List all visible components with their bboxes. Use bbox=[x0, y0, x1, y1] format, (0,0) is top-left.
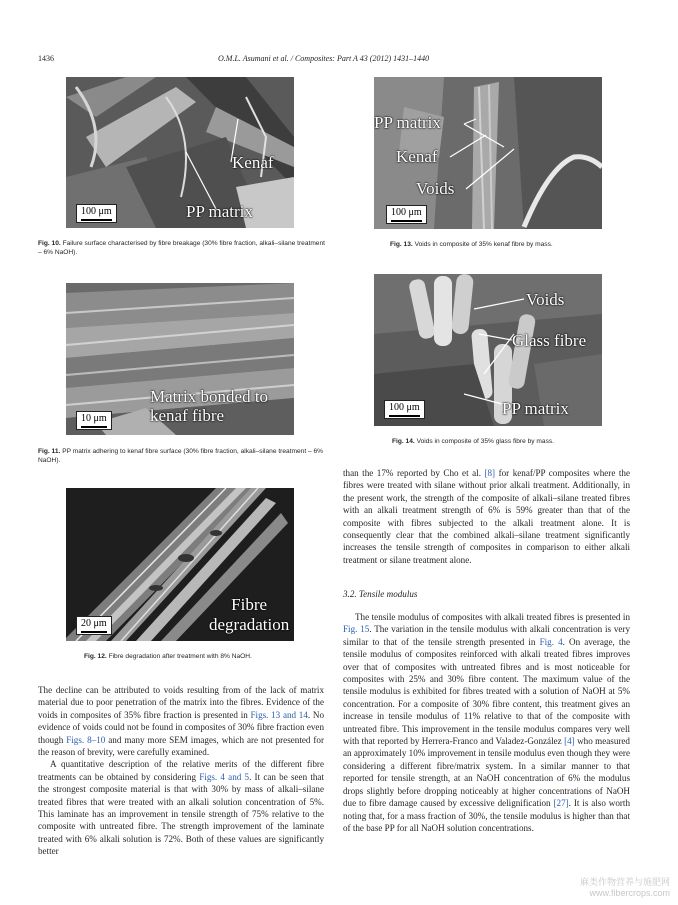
label-pp-matrix: PP matrix bbox=[186, 202, 253, 221]
figure-13-image bbox=[374, 77, 602, 229]
figure-14-image bbox=[374, 274, 602, 426]
scale-bar bbox=[386, 205, 427, 224]
citation-link[interactable]: [8] bbox=[484, 468, 496, 478]
figure-link[interactable]: Figs. 8–10 bbox=[66, 734, 106, 745]
figure-link[interactable]: Fig. 15 bbox=[343, 624, 370, 635]
caption-text: PP matrix adhering to kenaf fibre surface (30% fibre fraction, alkali–silane treatment – 6% NaOH). bbox=[38, 448, 324, 464]
figure-13-caption bbox=[390, 240, 610, 249]
paragraph bbox=[38, 758, 324, 857]
text-run: . It is also worth noting that, for a mass fraction of 30%, the tensile modulus is higher than that of the base PP for all NaOH solution concentrations. bbox=[343, 798, 631, 833]
caption-number: Fig. 14. bbox=[392, 438, 415, 445]
scale-bar-text: 20 μm bbox=[81, 618, 107, 629]
caption-number: Fig. 13. bbox=[390, 241, 413, 248]
label-glass-fibre: Glass fibre bbox=[512, 331, 587, 350]
label-line-2: degradation bbox=[209, 615, 290, 634]
scale-bar-text: 100 μm bbox=[391, 207, 422, 218]
paragraph bbox=[38, 684, 324, 758]
figure-11-image bbox=[66, 283, 294, 435]
citation-link[interactable]: [4] bbox=[564, 736, 575, 747]
left-column-text bbox=[38, 684, 324, 858]
scale-bar bbox=[384, 400, 425, 419]
caption-number: Fig. 12. bbox=[84, 653, 107, 660]
scale-bar-text: 100 μm bbox=[389, 402, 420, 413]
label-pp-matrix: PP matrix bbox=[374, 113, 441, 132]
label-line-1: Matrix bonded to bbox=[150, 387, 269, 406]
label-pp-matrix: PP matrix bbox=[502, 399, 569, 418]
text-run: The tensile modulus of composites with alkali treated fibres is presented in bbox=[355, 612, 630, 622]
label-voids: Voids bbox=[416, 179, 455, 198]
figure-14-caption bbox=[392, 437, 612, 446]
figure-10-caption bbox=[38, 239, 328, 257]
citation-link[interactable]: [27] bbox=[553, 798, 569, 809]
caption-number: Fig. 10. bbox=[38, 240, 61, 247]
page-number: 1436 bbox=[38, 54, 54, 63]
text-run: . On average, the tensile modulus of composites reinforced with alkali treated fibres improves over that of composites with untreated fibres and is most noticeable for composites with 25% and 30% fibre content. The maximum value of the tensile modulus is exhibited for fibres treated with a solution of NaOH at 5% concentration. For a composite of 30% fibre content, this treatment gives an increase in tensile modulus of 11% relative to that of the composite with untreated fibre. This improvement in the tensile modulus compares very well with that reported by Herrera-Franco and Valadez-González bbox=[343, 636, 630, 747]
figure-link[interactable]: Figs. 4 and 5 bbox=[199, 771, 250, 782]
text-run: A quantitative description of the relative merits of the different fibre treatments can be obtained by considering bbox=[38, 759, 324, 782]
label-fibre-degradation bbox=[209, 595, 289, 635]
text-run: . The variation in the tensile modulus with alkali concentration is very similar to that of the tensile strength presented in bbox=[343, 624, 630, 647]
running-head: O.M.L. Asumani et al. / Composites: Part A 43 (2012) 1431–1440 bbox=[218, 54, 430, 63]
label-voids: Voids bbox=[526, 290, 565, 309]
caption-text: Failure surface characterised by fibre breakage (30% fibre fraction, alkali–silane treatment – 6% NaOH). bbox=[38, 240, 325, 256]
label-kenaf: Kenaf bbox=[232, 153, 274, 172]
text-run: . It can be seen that the strongest composite material is that with 30% by mass of alkali–silane treated fibres that were treated with an alkali solution concentration of 5%. This laminate has an improvement in tensile strength of 75% relative to the composite with untreated fibre. The strength improvement of the laminate treated with 6% alkali solution is 72%. Both of these values are significantly better bbox=[38, 771, 324, 857]
figure-link[interactable]: Figs. 13 and 14 bbox=[250, 709, 308, 720]
text-run: for kenaf/PP composites where the fibres were treated with silane without prior alkali treatment. Additionally, in the present work, the strength of the composite of alkali–silane treated fibres with an alkali treatment strength of 6% is 59% greater than that of the composite with fibres subjected to the alkali treatment alone. It is consequently clear that the combined alkali–silane treatment significantly increases the tensile strength of composites in comparison to either alkali treatment or silane treatment alone. bbox=[343, 468, 630, 565]
label-line-1: Fibre bbox=[231, 595, 268, 614]
paragraph bbox=[343, 611, 630, 834]
text-run: and many more SEM images, which are not presented for the reason of brevity, were carefully examined. bbox=[38, 734, 324, 758]
figure-link[interactable]: Fig. 4 bbox=[539, 636, 563, 647]
figure-12-caption bbox=[84, 652, 324, 661]
caption-text: Voids in composite of 35% glass fibre by mass. bbox=[416, 438, 554, 445]
caption-text: Voids in composite of 35% kenaf fibre by mass. bbox=[414, 241, 553, 248]
section-heading: 3.2. Tensile modulus bbox=[343, 589, 418, 599]
figure-11-caption bbox=[38, 447, 328, 465]
text-run: who measured an approximately 10% improvement in tensile modulus even though they were considering a different fibre/matrix system. In a similar manner to that reported for tensile strength, at an NaOH concentration of 6% the modulus drops slightly before dropping noticeably at higher concentrations of NaOH due to fibre damage caused by excessive delignification bbox=[343, 736, 630, 809]
caption-text: Fibre degradation after treatment with 8% NaOH. bbox=[108, 653, 252, 660]
scale-bar bbox=[76, 204, 117, 223]
scale-bar-text: 10 μm bbox=[81, 413, 107, 424]
scale-bar-text: 100 μm bbox=[81, 206, 112, 217]
label-matrix-bonded bbox=[150, 387, 268, 425]
caption-number: Fig. 11. bbox=[38, 448, 61, 455]
paragraph bbox=[343, 467, 630, 566]
text-run: than the 17% reported by Cho et al. bbox=[343, 468, 485, 478]
text-run: The decline can be attributed to voids resulting from of the lack of matrix material due to poor penetration of the matrix into the fibres. Evidence of the voids in composites of 35% fibre fraction is presented in bbox=[38, 685, 324, 720]
scale-bar bbox=[76, 616, 112, 635]
watermark-line-2: www.fibercrops.com bbox=[589, 888, 670, 898]
label-kenaf: Kenaf bbox=[396, 147, 438, 166]
label-line-2: kenaf fibre bbox=[150, 406, 225, 425]
figure-10-image bbox=[66, 77, 294, 228]
right-column-text-2 bbox=[343, 611, 630, 834]
watermark-line-1: 麻类作物营养与施肥网 bbox=[579, 877, 670, 887]
right-column-text bbox=[343, 467, 630, 566]
figure-12-image bbox=[66, 488, 294, 641]
watermark bbox=[580, 877, 670, 899]
text-run: . No evidence of voids could not be found in composites of 30% fibre fraction even though bbox=[38, 709, 324, 745]
scale-bar bbox=[76, 411, 112, 430]
